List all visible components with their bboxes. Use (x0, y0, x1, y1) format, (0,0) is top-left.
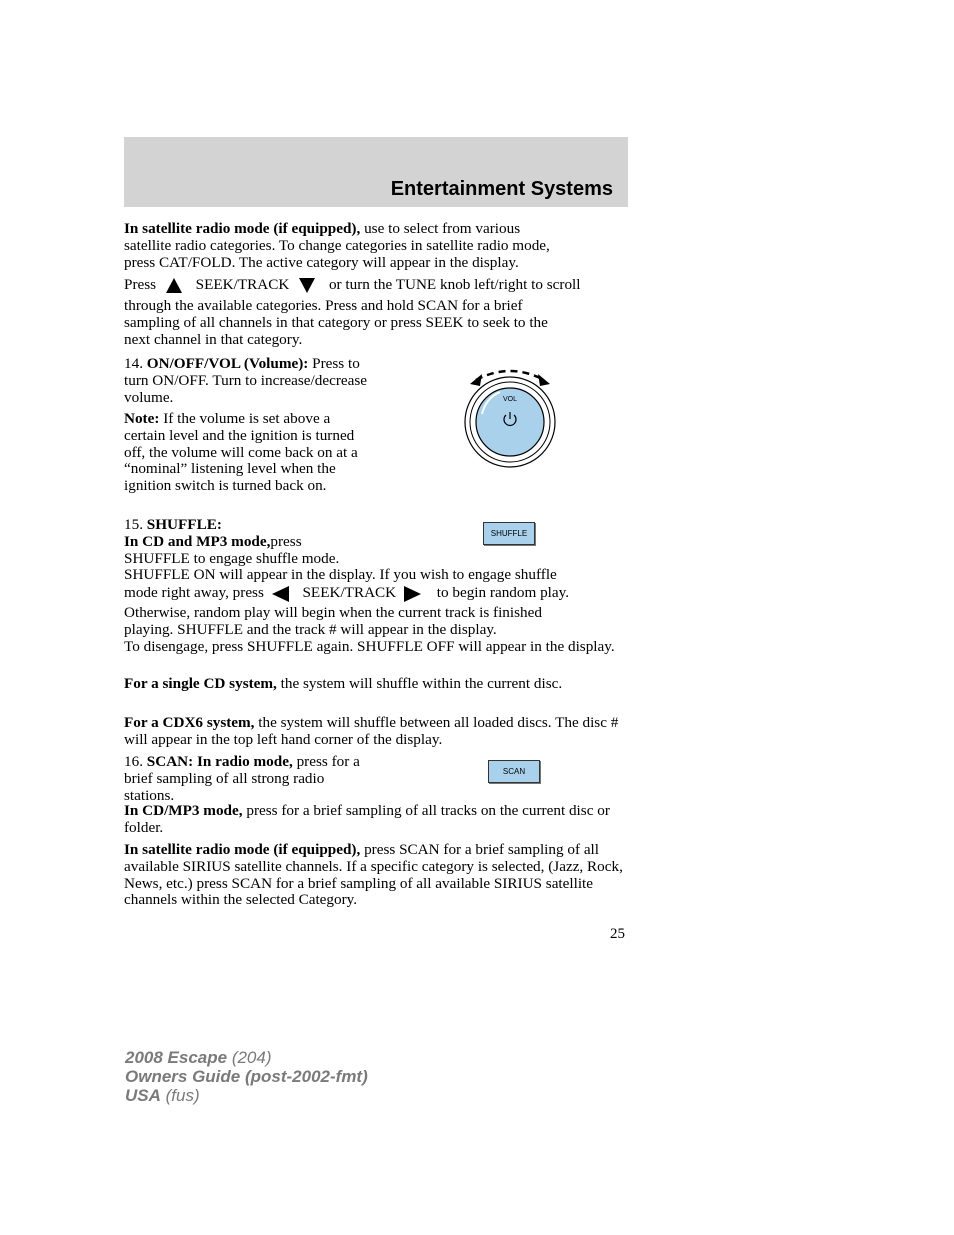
item-16 (124, 754, 364, 804)
arrow-up-icon (166, 278, 182, 293)
sat-mode-press-row (124, 277, 580, 294)
document-footer (125, 1048, 368, 1105)
item-15-lead: SHUFFLE: (146, 516, 222, 533)
item-15-line5b: to begin random play. (436, 584, 570, 601)
footer-model-code: (204) (227, 1048, 272, 1067)
note-text: If the volume is set above a certain level and the ignition is turned off, the volume will come back on at a “nominal” listening level when the ignition switch is turned back on. (124, 410, 358, 495)
sat-mode-line6: sampling of all channels in that category or press SEEK to seek to the (124, 313, 548, 331)
item-14-note (124, 411, 364, 495)
shuffle-button-illustration: SHUFFLE (483, 522, 535, 545)
item-15-number: 15. (124, 516, 143, 533)
rotate-left-arrowhead-icon (470, 374, 482, 386)
item-16-lead: SCAN: In radio mode, (146, 753, 293, 770)
page-number: 25 (610, 926, 625, 942)
footer-model: 2008 Escape (125, 1048, 228, 1067)
item-16-number: 16. (124, 753, 143, 770)
item-14-number: 14. (124, 355, 143, 372)
item-15-line4: SHUFFLE ON will appear in the display. If you wish to engage shuffle (124, 566, 557, 584)
single-cd-text: the system will shuffle within the current disc. (276, 675, 563, 692)
arrow-left-icon (272, 586, 289, 602)
cdmp3-text: press for a brief sampling of all tracks on the current disc or folder. (124, 802, 610, 836)
sat-mode-lead: In satellite radio mode (if equipped), (124, 220, 361, 237)
sat-mode-line1: use to select from various (360, 220, 521, 237)
arrow-down-icon (299, 278, 315, 293)
section-header (124, 137, 628, 207)
item-15-cont (124, 605, 628, 655)
volume-knob-illustration (460, 362, 560, 472)
item-14 (124, 356, 374, 406)
footer-region-code: (fus) (160, 1086, 200, 1105)
sat-mode-paragraph-cont (124, 298, 628, 348)
sat-mode-line7: next channel in that category. (124, 330, 303, 348)
item-15-line5a: mode right away, press (124, 584, 264, 601)
seek-track-label: SEEK/TRACK (302, 584, 397, 601)
cdmp3-lead: In CD/MP3 mode, (124, 802, 243, 819)
sat-mode-press-rest: or turn the TUNE knob left/right to scroll (328, 276, 581, 293)
item-14-lead: ON/OFF/VOL (Volume): (146, 355, 309, 372)
sat-mode-line3: press CAT/FOLD. The active category will appear in the display. (124, 253, 519, 271)
sat-scan-lead: In satellite radio mode (if equipped), (124, 841, 361, 858)
item-16-text: press for a brief sampling of all strong radio stations. (124, 753, 360, 804)
seek-track-label: SEEK/TRACK (195, 276, 290, 293)
sat-mode-line2: satellite radio categories. To change categories in satellite radio mode, (124, 236, 550, 254)
sat-mode-paragraph (124, 221, 628, 271)
footer-region: USA (125, 1086, 161, 1105)
item-14-text: Press to turn ON/OFF. Turn to increase/decrease volume. (124, 355, 368, 406)
item-15-line8: To disengage, press SHUFFLE again. SHUFFLE OFF will appear in the display. (124, 637, 615, 655)
sat-mode-line5: through the available categories. Press and hold SCAN for a brief (124, 297, 523, 314)
arrow-right-icon (404, 586, 421, 602)
item-15-sub-rest: press (270, 532, 302, 550)
single-cd-lead: For a single CD system, (124, 675, 277, 692)
item-15 (124, 517, 628, 584)
item-15-line6: Otherwise, random play will begin when the current track is finished (124, 604, 542, 621)
cdmp3-paragraph (124, 803, 628, 837)
sat-scan-paragraph (124, 842, 628, 909)
press-label: Press (124, 276, 157, 293)
scan-button-illustration: SCAN (488, 760, 540, 783)
cdx6-lead: For a CDX6 system, (124, 714, 255, 731)
item-15-line7: playing. SHUFFLE and the track # will appear in the display. (124, 620, 497, 638)
knob-vol-label: VOL (502, 396, 518, 403)
item-15-line3: SHUFFLE to engage shuffle mode. (124, 549, 340, 567)
note-lead: Note: (124, 410, 160, 427)
footer-guide: Owners Guide (post-2002-fmt) (125, 1067, 368, 1086)
rotate-right-arrowhead-icon (538, 374, 550, 386)
section-title: Entertainment Systems (390, 178, 613, 200)
item-15-sub-lead: In CD and MP3 mode, (124, 532, 271, 550)
cdx6-text: the system will shuffle between all loaded discs. The disc # will appear in the top left hand corner of the display. (124, 714, 619, 748)
single-cd-paragraph (124, 676, 628, 693)
item-15-seek-row (124, 585, 569, 602)
sat-scan-text: press SCAN for a brief sampling of all available SIRIUS satellite channels. If a specific category is selected, (Jazz, Rock, News, etc.) press SCAN for a brief sampling of all available SIRIUS satellite channels within the selected Category. (124, 841, 623, 909)
cdx6-paragraph (124, 715, 628, 749)
